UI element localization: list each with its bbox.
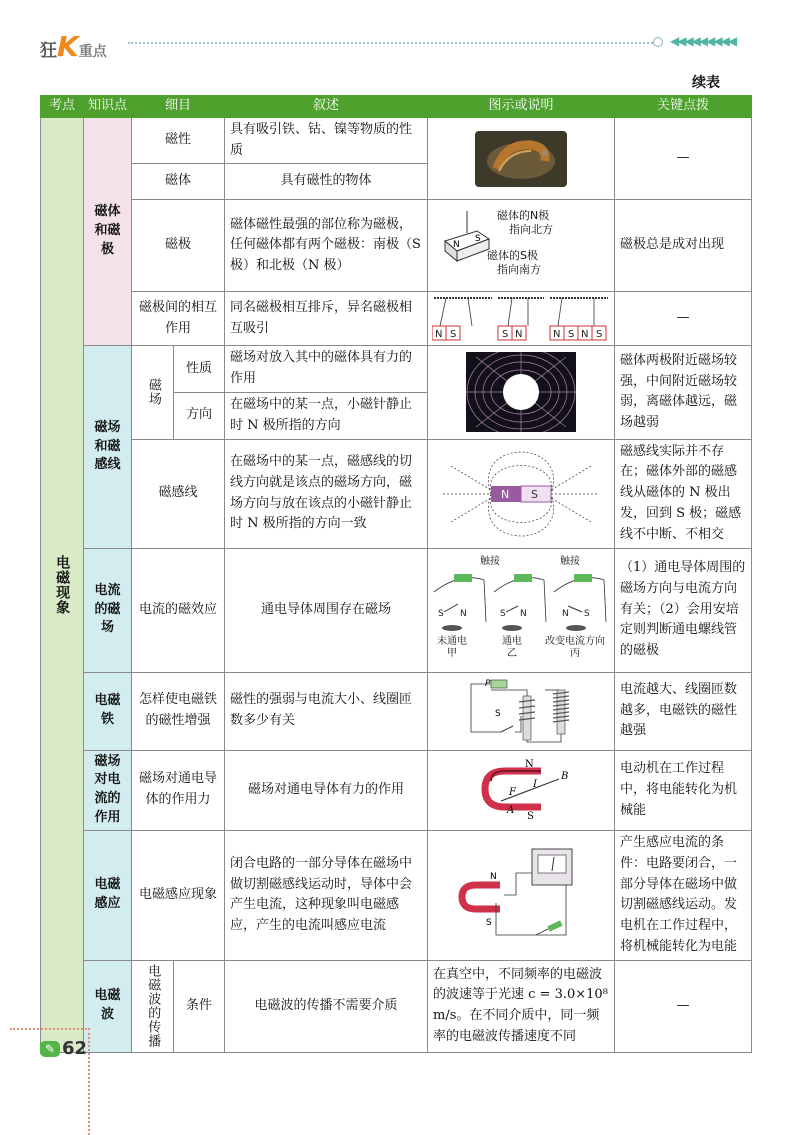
svg-text:S: S [438, 609, 444, 620]
table-row [41, 117, 752, 164]
fig-caption-c: 改变电流方向 [545, 636, 606, 648]
desc-field-direction: 在磁场中的某一点，小磁针静止时 N 极所指的方向 [225, 392, 428, 439]
tip-pole-interaction: — [615, 292, 752, 346]
item-field-lines: 磁感线 [132, 439, 225, 548]
svg-text:N: N [460, 609, 467, 620]
figure-field-photo [428, 346, 615, 439]
figure-bar-magnet-field [428, 439, 615, 548]
fig-caption-b: 通电 [502, 636, 523, 648]
tip-em-wave: — [615, 960, 752, 1052]
svg-text:I: I [533, 779, 537, 791]
fig-north-label: 磁体的N极 [497, 208, 550, 222]
sub-group-field: 磁场 [132, 346, 174, 439]
topic-magnet-poles: 磁体和磁极 [84, 117, 132, 346]
col-header-description: 叙述 [225, 96, 428, 118]
fig-caption-a2: 甲 [447, 648, 458, 660]
svg-text:N: N [453, 239, 460, 250]
col-header-knowledge: 知识点 [84, 96, 132, 118]
desc-pole-interaction: 同名磁极相互排斥，异名磁极相互吸引 [225, 292, 428, 346]
svg-text:N: N [562, 609, 569, 620]
topic-em-wave: 电磁波 [84, 960, 132, 1052]
topic-electromagnet: 电磁铁 [84, 672, 132, 750]
svg-text:S: S [475, 233, 481, 244]
page-icon: ✎ [40, 1041, 60, 1057]
svg-text:S: S [495, 709, 501, 720]
topic-induction: 电磁感应 [84, 830, 132, 960]
fig-south-label2: 指向南方 [497, 262, 542, 276]
svg-text:S: S [596, 328, 603, 340]
svg-text:N: N [525, 759, 534, 771]
item-induction: 电磁感应现象 [132, 830, 225, 960]
svg-text:S: S [584, 609, 590, 620]
fig-north-label2: 指向北方 [509, 222, 554, 236]
bar-magnet-field-diagram [441, 446, 601, 542]
page-number-text: 62 [62, 1038, 88, 1059]
tip-magnetism: — [615, 117, 752, 200]
item-current-effect: 电流的磁效应 [132, 548, 225, 672]
table-row [41, 346, 752, 393]
col-header-figure: 图示或说明 [428, 96, 615, 118]
header-circle [653, 37, 663, 47]
sub-group-em-wave: 电磁波的传播 [132, 960, 174, 1052]
svg-text:S: S [450, 328, 457, 340]
item-pole-interaction: 磁极间的相互作用 [132, 292, 225, 346]
header-logo [40, 30, 107, 63]
pole-interaction-diagram [432, 294, 610, 344]
oersted-experiment-diagram [430, 562, 612, 640]
header-arrows-icon: ◀◀◀◀◀◀◀◀◀ [670, 34, 736, 48]
induction-experiment-diagram [456, 845, 586, 945]
tip-electromagnet: 电流越大、线圈匝数越多，电磁铁的磁性越强 [615, 672, 752, 750]
magnet-photo-image [475, 131, 567, 187]
field-lines-photo [466, 352, 576, 432]
table-row [41, 960, 752, 1052]
figure-magnet-photo [428, 117, 615, 200]
desc-force-on-current: 磁场对通电导体有力的作用 [225, 750, 428, 830]
logo-text-pre: 狂 [40, 41, 57, 61]
figure-compass-magnet [428, 200, 615, 292]
item-electromagnet: 怎样使电磁铁的磁性增强 [132, 672, 225, 750]
desc-field-lines: 在磁场中的某一点，磁感线的切线方向就是该点的磁场方向，磁场方向与放在该点的小磁针静止时 N 极所指的方向一致 [225, 439, 428, 548]
svg-text:N: N [501, 487, 510, 501]
svg-text:S: S [502, 328, 509, 340]
topic-magnetic-field: 磁场和磁感线 [84, 346, 132, 548]
item-magnetism: 磁性 [132, 117, 225, 164]
desc-magnet: 具有磁性的物体 [225, 164, 428, 200]
svg-text:F: F [509, 787, 516, 799]
tip-current-field: （1）通电导体周围的磁场方向与电流方向有关；（2）会用安培定则判断通电螺线管的磁极 [615, 548, 752, 672]
table-row [41, 750, 752, 830]
svg-text:A: A [507, 805, 515, 817]
tip-field: 磁体两极附近磁场较强，中间附近磁场较弱，离磁体越远，磁场越弱 [615, 346, 752, 439]
tip-field-lines: 磁感线实际并不存在；磁体外部的磁感线从磁体的 N 极出发，回到 S 极；磁感线不中断、不相交 [615, 439, 752, 548]
item-magnet: 磁体 [132, 164, 225, 200]
desc-em-wave: 电磁波的传播不需要介质 [225, 960, 428, 1052]
col-header-topic: 考点 [41, 96, 84, 118]
item-field-property: 性质 [174, 346, 225, 393]
knowledge-table [40, 95, 752, 1053]
force-on-conductor-diagram [461, 759, 581, 821]
svg-text:B: B [561, 771, 569, 783]
svg-text:N: N [520, 609, 527, 620]
svg-text:N: N [490, 872, 497, 883]
page-corner-dots [10, 1028, 90, 1030]
desc-field-property: 磁场对放入其中的磁体具有力的作用 [225, 346, 428, 393]
figure-electromagnet [428, 672, 615, 750]
topic-current-field: 电流的磁场 [84, 548, 132, 672]
svg-text:S: S [500, 609, 506, 620]
electromagnet-circuit-diagram [461, 676, 581, 746]
svg-text:N: N [581, 328, 589, 340]
page-number [40, 1038, 87, 1059]
section-title: 电磁现象 [41, 117, 84, 1052]
page-corner-dots-vertical [88, 1028, 90, 1135]
svg-text:P: P [485, 679, 491, 690]
table-row [41, 200, 752, 292]
item-field-direction: 方向 [174, 392, 225, 439]
svg-text:S: S [486, 918, 492, 929]
fig-text-em-wave: 在真空中，不同频率的电磁波的波速等于光速 c = 3.0×10⁸ m/s。在不同介质中，同一频率的电磁波传播速度不同 [428, 960, 615, 1052]
desc-pole: 磁体磁性最强的部位称为磁极，任何磁体都有两个磁极：南极（S 极）和北极（N 极） [225, 200, 428, 292]
svg-text:S: S [527, 811, 534, 822]
fig-caption-b2: 乙 [507, 648, 518, 660]
desc-magnetism: 具有吸引铁、钴、镍等物质的性质 [225, 117, 428, 164]
item-pole: 磁极 [132, 200, 225, 292]
table-row [41, 548, 752, 672]
tip-induction: 产生感应电流的条件：电路要闭合，一部分导体在磁场中做切割磁感线运动。发电机在工作过程中，将机械能转化为电能 [615, 830, 752, 960]
table-header-row [41, 96, 752, 118]
desc-induction: 闭合电路的一部分导体在磁场中做切割磁感线运动时，导体中会产生电流，这种现象叫电磁感应，产生的电流叫感应电流 [225, 830, 428, 960]
col-header-tip: 关键点拨 [615, 96, 752, 118]
fig-touch-label-2: 触接 [560, 556, 581, 568]
table-row [41, 439, 752, 548]
figure-induction [428, 830, 615, 960]
figure-oersted [428, 548, 615, 672]
table-row [41, 830, 752, 960]
topic-force-on-current: 磁场对电流的作用 [84, 750, 132, 830]
fig-caption-c2: 丙 [570, 648, 581, 660]
svg-text:S: S [531, 487, 538, 501]
tip-force-on-current: 电动机在工作过程中，将电能转化为机械能 [615, 750, 752, 830]
svg-text:S: S [568, 328, 575, 340]
fig-south-label: 磁体的S极 [487, 248, 538, 262]
item-force-on-current: 磁场对通电导体的作用力 [132, 750, 225, 830]
svg-text:N: N [553, 328, 561, 340]
item-em-wave-condition: 条件 [174, 960, 225, 1052]
logo-text-post: 重点 [78, 44, 107, 60]
svg-text:N: N [515, 328, 523, 340]
figure-pole-interaction [428, 292, 615, 346]
tip-pole: 磁极总是成对出现 [615, 200, 752, 292]
svg-text:N: N [435, 328, 443, 340]
logo-k: K [57, 30, 79, 63]
table-row [41, 672, 752, 750]
desc-current-effect: 通电导体周围存在磁场 [225, 548, 428, 672]
col-header-item: 细目 [132, 96, 225, 118]
table-row [41, 292, 752, 346]
continued-label: 续表 [692, 75, 720, 91]
figure-force-on-current [428, 750, 615, 830]
header-dotted-line [128, 42, 653, 44]
fig-caption-a: 未通电 [437, 636, 468, 648]
fig-touch-label-1: 触接 [480, 556, 501, 568]
desc-electromagnet: 磁性的强弱与电流大小、线圈匝数多少有关 [225, 672, 428, 750]
